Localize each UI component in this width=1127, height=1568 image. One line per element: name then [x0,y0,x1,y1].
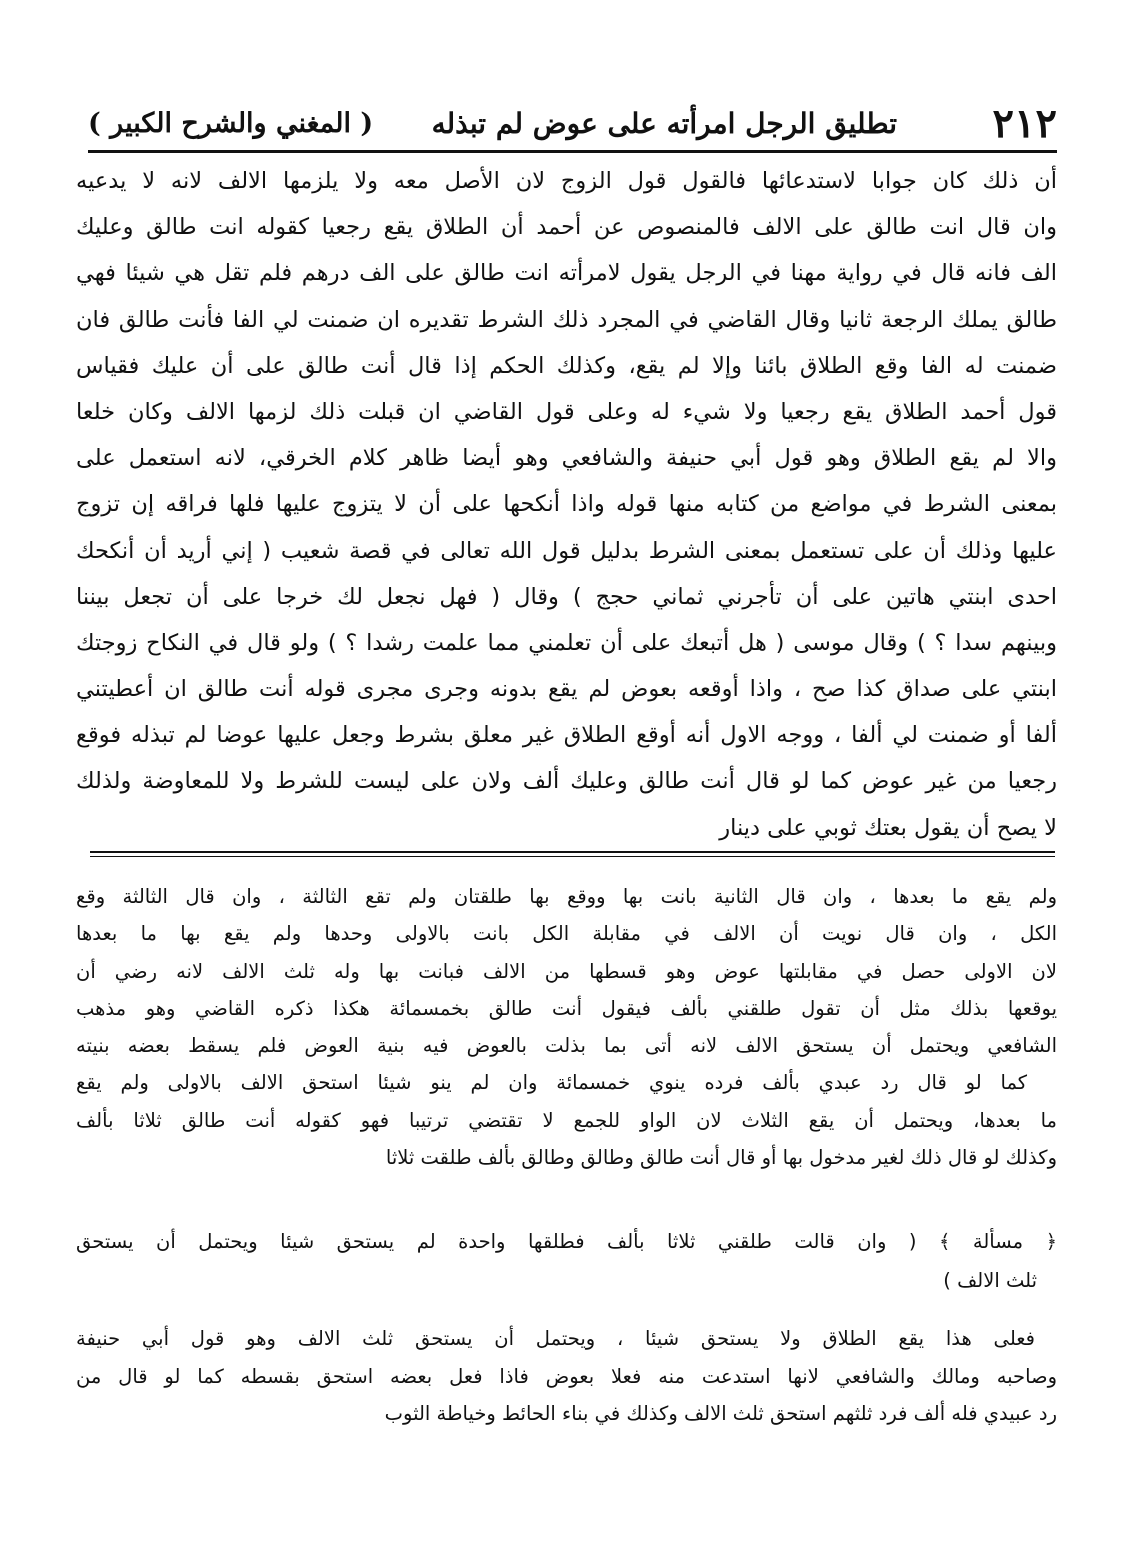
main-text-line: رجعيا من غير عوض كما لو قال أنت طالق وعليك ألف ولان على ليست للشرط ولا للمعاوضة ولذلك [76,768,1057,795]
issue-text: ( وان قالت طلقني ثلاثا بألف فطلقها واحدة لم يستحق شيئا ويحتمل أن يستحق [76,1230,917,1253]
main-text-line: قول أحمد الطلاق يقع رجعيا ولا شيء له وعلى قول القاضي ان قبلت ذلك لزمها الالف وكان خلعا [76,398,1057,425]
commentary-text [76,878,1057,1176]
main-text-line: وبينهم سدا ؟ ) وقال موسى ( هل أتبعك على أن تعلمني مما علمت رشدا ؟ ) ولو قال في النكاح زوجتك [76,629,1057,656]
book-title: ( المغني والشرح الكبير ) [88,107,374,139]
section-divider [90,856,1055,857]
commentary-line: الكل ، وان قال نويت أن الالف في مقابلة الكل بانت بالاولى وحدها ولم يقع بها ما بعدها [76,922,1057,946]
issue-line: ثلث الالف ) [943,1269,1037,1292]
header-rule [88,150,1057,153]
main-text-line: الف فانه قال في رواية مهنا في الرجل يقول لامرأته انت طالق على الف درهم فلم تقل هي شيئا فهي [76,260,1057,287]
commentary-line: ولم يقع ما بعدها ، وان قال الثانية بانت بها ووقع بها طلقتان ولم تقع الثالثة ، وان قال الثالثة وقع [76,885,1057,908]
main-text-line: والا لم يقع الطلاق وهو قول أبي حنيفة والشافعي وهو أيضا ظاهر كلام الخرقي، لانه استعمل على [76,445,1057,472]
section-divider [90,851,1055,853]
main-text-line: ضمنت له الفا وقع الطلاق بائنا وإلا لم يقع، وكذلك الحكم إذا قال أنت طالق على أن عليك فقياس [76,352,1057,379]
final-text-line: رد عبيدي فله ألف فرد ثلثهم استحق ثلث الالف وكذلك في بناء الحائط وخياطة الثوب [384,1402,1057,1425]
page-number: ٢١٢ [992,99,1057,147]
commentary-line: كما لو قال رد عبدي بألف فرده ينوي خمسمائة وان لم ينو شيئا استحق الالف بالاولى ولم يقع [76,1071,1027,1095]
final-text [76,1320,1057,1433]
main-text [76,158,1057,851]
commentary-line: ما بعدها، ويحتمل أن يقع الثلاث لان الواو للجمع لا تقتضي ترتيبا فهو كقوله أنت طالق ثلاثا بألف [76,1108,1057,1132]
main-text-line: ألفا أو ضمنت لي ألفا ، ووجه الاول أنه أوقع الطلاق غير معلق بشرط وجعل عليها عوضا لم تبذله فوقع [76,722,1057,749]
main-text-line: بمعنى الشرط في مواضع من كتابه منها قوله واذا أنكحها على أن لا يتزوج عليها فلها فراقه إن تزوج [76,491,1057,518]
commentary-line: يوقعها بذلك مثل أن تقول طلقني بألف فيقول أنت طالق بخمسمائة هكذا ذكره القاضي وهو مذهب [76,996,1057,1020]
issue-line [76,1222,1057,1261]
commentary-line: لان الاولى حصل في مقابلتها عوض وهو قسطها من الالف فبانت بها وله ثلث الالف لانه رضي أن [76,959,1057,983]
main-text-line: لا يصح أن يقول بعتك ثوبي على دينار [719,814,1057,841]
final-text-line: وصاحبه ومالك والشافعي لانها استدعت منه فعلا بعوض فاذا فعل بعضه استحق بقسطه كما لو قال من [76,1364,1057,1388]
main-text-line: أن ذلك كان جوابا لاستدعائها فالقول قول الزوج لان الأصل معه ولا يلزمها الالف لانه لا يدعيه [76,168,1057,194]
issue-marker: ﴿ مسألة ﴾ [938,1230,1057,1253]
issue-block [76,1222,1057,1300]
main-text-line: طالق يملك الرجعة ثانيا وقال القاضي في المجرد ذلك الشرط تقديره ان ضمنت لي الفا فأنت طالق فان [76,306,1057,333]
commentary-line: وكذلك لو قال ذلك لغير مدخول بها أو قال أنت طالق وطالق وطالق بألف طلقت ثلاثا [385,1146,1057,1170]
main-text-line: وان قال انت طالق على الالف فالمنصوص عن أحمد أن الطلاق يقع رجعيا كقوله انت طالق وعليك [76,214,1057,241]
commentary-line: الشافعي ويحتمل أن يستحق الالف لانه أتى بما بذلت بالعوض فيه بنية العوض فلم يسقط بعضه بنيته [76,1034,1057,1058]
page-header [88,98,1057,148]
main-text-line: احدى ابنتي هاتين على أن تأجرني ثماني حجج ) وقال ( فهل نجعل لك خرجا على أن تجعل بيننا [76,583,1057,610]
final-text-line: فعلى هذا يقع الطلاق ولا يستحق شيئا ، ويحتمل أن يستحق ثلث الالف وهو قول أبي حنيفة [76,1327,1035,1350]
main-text-line: عليها وذلك أن على تستعمل بمعنى الشرط بدليل قول الله تعالى في قصة شعيب ( إني أريد أن أنكحك [76,537,1057,564]
running-title: تطليق الرجل امرأته على عوض لم تبذله [431,106,897,140]
main-text-line: ابنتي على صداق كذا صح ، واذا أوقعه بعوض لم يقع بدونه وجرى مجرى قوله أنت طالق ان أعطيتني [76,676,1057,703]
